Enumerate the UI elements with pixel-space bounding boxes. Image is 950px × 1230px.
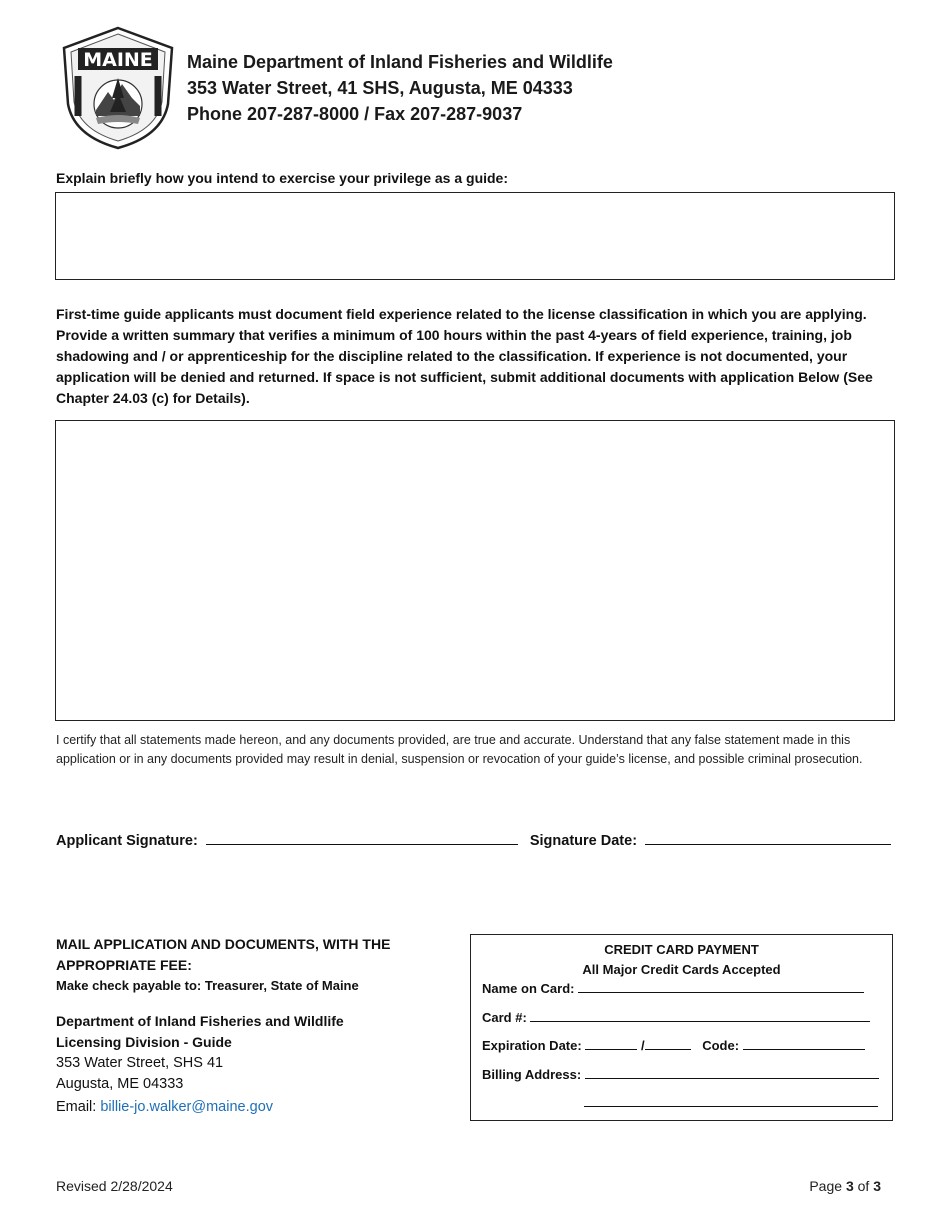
mail-dept: Department of Inland Fisheries and Wildlife: [56, 1013, 344, 1029]
cc-name-label: Name on Card:: [482, 981, 575, 996]
org-phone-fax: Phone 207-287-8000 / Fax 207-287-9037: [187, 104, 523, 124]
cc-billing-label: Billing Address:: [482, 1067, 582, 1082]
cc-expiration-row: [482, 1038, 865, 1053]
org-name: Maine Department of Inland Fisheries and Wildlife: [187, 52, 613, 72]
signature-date-label: Signature Date:: [529, 833, 638, 849]
cc-billing-row: [482, 1067, 879, 1082]
cc-exp-separator: /: [640, 1038, 645, 1053]
mailing-address: [56, 1011, 344, 1118]
maine-ifw-logo: [62, 26, 174, 150]
signature-date-field[interactable]: [645, 830, 891, 845]
mail-street: 353 Water Street, SHS 41: [56, 1055, 224, 1071]
check-payable: Make check payable to: Treasurer, State of Maine: [56, 978, 359, 993]
credit-card-payment-box: [470, 934, 893, 1121]
guide-privilege-textbox[interactable]: [55, 192, 895, 280]
mail-division: Licensing Division - Guide: [56, 1034, 232, 1050]
field-experience-instructions: First-time guide applicants must document field experience related to the license classification in which you are applying. Provide a written summary that verifies a minimum of 100 hours within the past 4-years of field experience, training, job shadowing and / or apprenticeship for the discipline related to the classification. If experience is not documented, your application will be denied and returned. If space is not sufficient, submit additional documents with application Below (See Chapter 24.03 (c) for Details).: [56, 306, 873, 406]
page-of: of: [853, 1178, 874, 1194]
cc-exp-year-field[interactable]: [645, 1038, 691, 1050]
cc-number-field[interactable]: [530, 1010, 870, 1022]
mail-email-row: [56, 1097, 344, 1118]
cc-exp-label: Expiration Date:: [482, 1038, 582, 1053]
guide-privilege-label: Explain briefly how you intend to exercise your privilege as a guide:: [56, 170, 509, 186]
mail-heading-1: MAIL APPLICATION AND DOCUMENTS, WITH THE: [56, 936, 391, 952]
cc-subtitle: All Major Credit Cards Accepted: [582, 962, 781, 977]
page-prefix: Page: [809, 1178, 846, 1194]
cc-name-field[interactable]: [578, 981, 864, 993]
certification-statement: I certify that all statements made hereon, and any documents provided, are true and accurate. Understand that any false statement made in this application or in any documents provided may result in denial, suspension or revocation of your guide’s license, and possible criminal prosecution.: [56, 733, 863, 766]
cc-name-row: [482, 981, 864, 996]
cc-number-label: Card #:: [482, 1010, 527, 1025]
signature-row: [56, 830, 891, 849]
logo-wordmark: MAINE: [83, 49, 153, 71]
mail-city: Augusta, ME 04333: [56, 1076, 184, 1092]
page-total: 3: [873, 1178, 881, 1194]
email-label: Email:: [56, 1099, 101, 1115]
cc-billing-field-2[interactable]: [584, 1095, 878, 1107]
cc-code-field[interactable]: [743, 1038, 865, 1050]
email-link[interactable]: billie-jo.walker@maine.gov: [100, 1099, 274, 1115]
applicant-signature-field[interactable]: [206, 830, 518, 845]
applicant-signature-label: Applicant Signature:: [56, 833, 198, 849]
revised-date: Revised 2/28/2024: [56, 1178, 173, 1194]
cc-number-row: [482, 1010, 870, 1025]
cc-title: CREDIT CARD PAYMENT: [604, 942, 759, 957]
cc-billing-field-1[interactable]: [585, 1067, 879, 1079]
mail-instructions: [56, 934, 390, 993]
page-current: 3: [845, 1178, 854, 1194]
page-number: [809, 1178, 881, 1194]
org-address: 353 Water Street, 41 SHS, Augusta, ME 04333: [187, 78, 573, 98]
field-experience-textbox[interactable]: [55, 420, 895, 721]
cc-exp-month-field[interactable]: [585, 1038, 637, 1050]
cc-billing-row-2: [584, 1095, 878, 1110]
cc-code-label: Code:: [702, 1038, 740, 1053]
mail-heading-2: APPROPRIATE FEE:: [56, 957, 192, 973]
